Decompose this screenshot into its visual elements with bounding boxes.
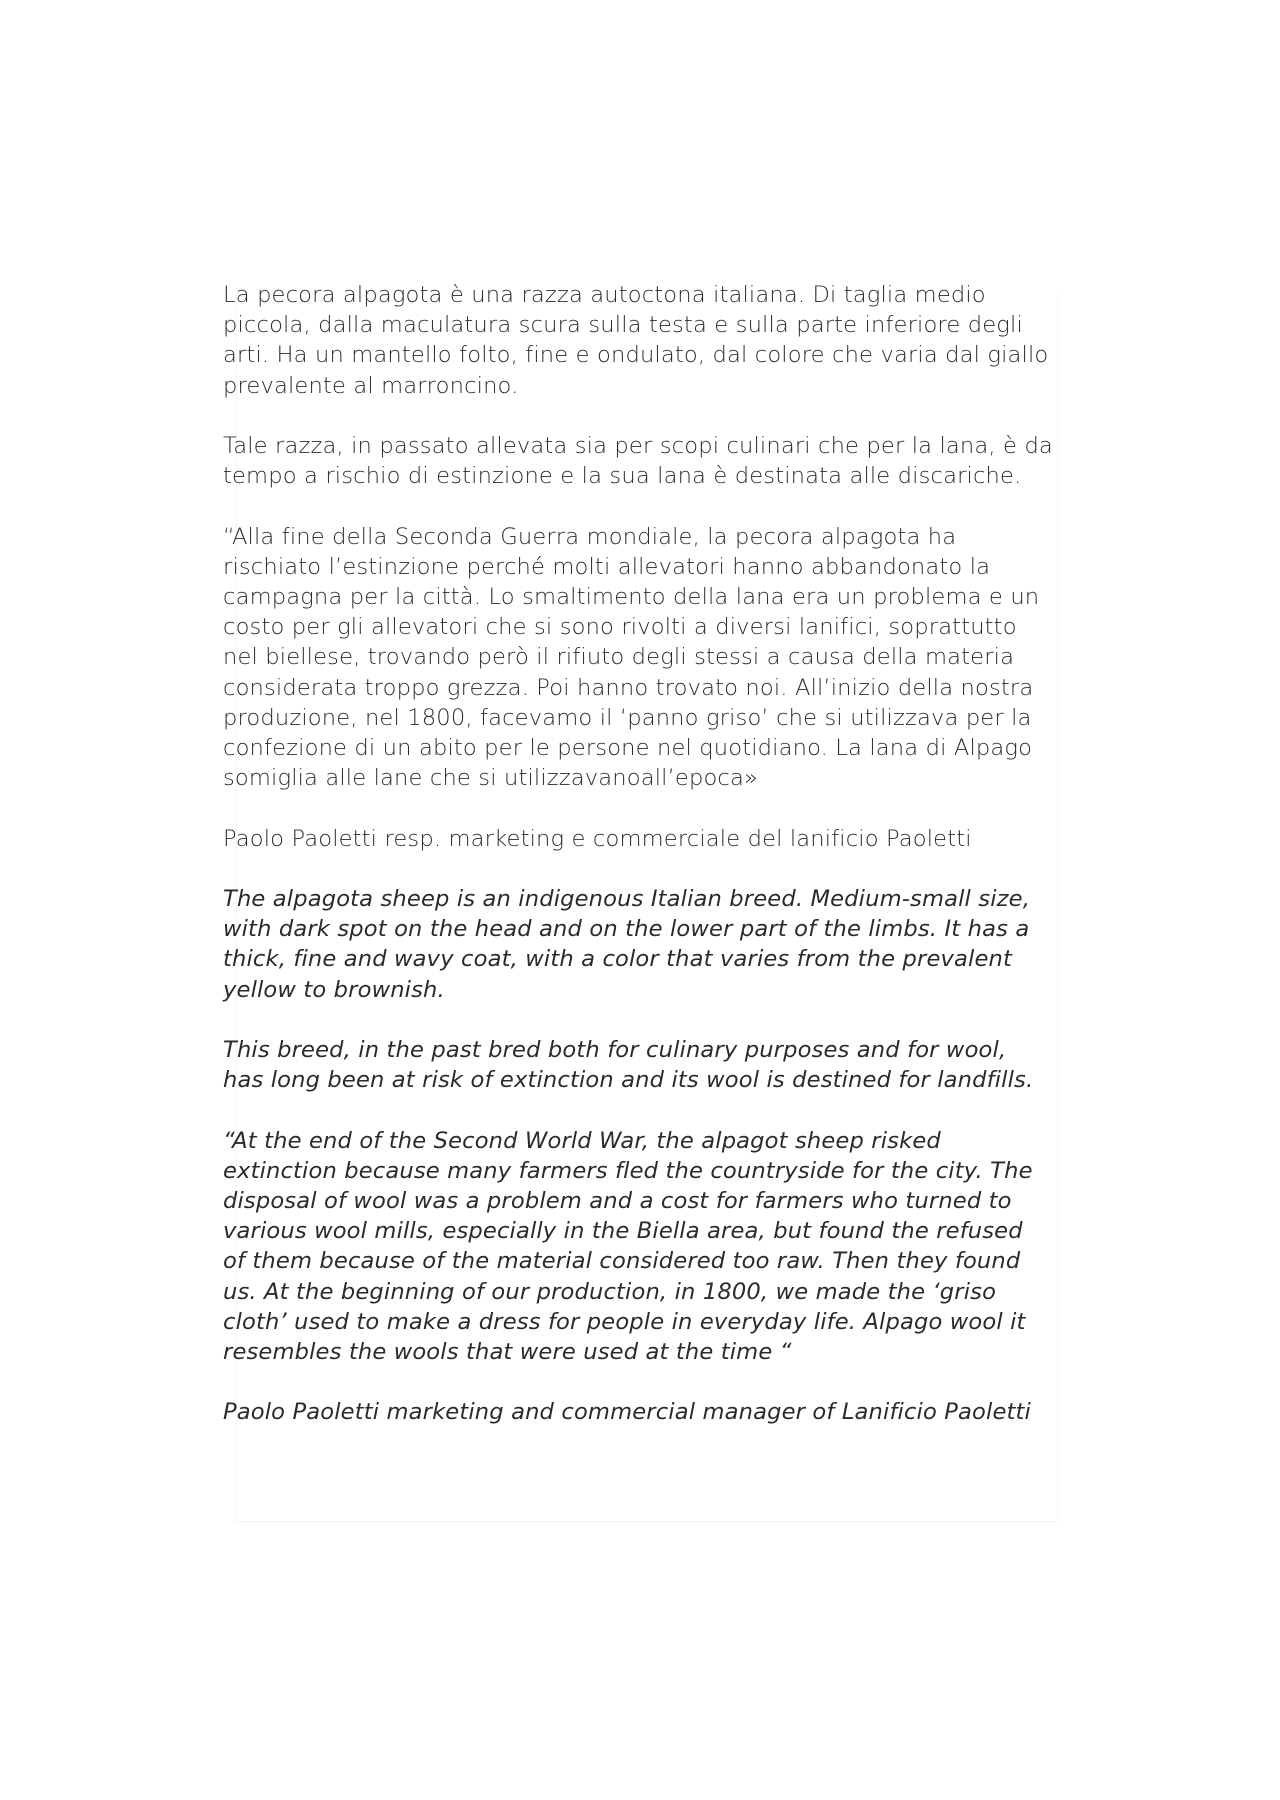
english-attribution: Paolo Paoletti marketing and commercial manager of Lanificio Paoletti xyxy=(223,1399,1031,1426)
document-body xyxy=(223,280,1083,1458)
italian-paragraph-extinction: Tale razza, in passato allevata sia per scopi culinari che per la lana, è da tempo a rischio di estinzione e la sua lana è destinata alle discariche. xyxy=(223,433,1053,490)
english-paragraph-extinction: This breed, in the past bred both for culinary purposes and for wool, has long been at risk of extinction and its wool is destined for landfills. xyxy=(223,1037,1034,1094)
italian-quote: “Alla fine della Seconda Guerra mondiale, la pecora alpagota ha rischiato l’estinzione perché molti allevatori hanno abbandonato la campagna per la città. Lo smaltimento della lana era un problema e un costo per gli allevatori che si sono rivolti a diversi lanifici, soprattutto nel biellese, trovando però il rifiuto degli stessi a causa della materia considerata troppo grezza. Poi hanno trovato noi. All’inizio della nostra produzione, nel 1800, facevamo il ‘panno griso’ che si utilizzava per la confezione di un abito per le persone nel quotidiano. La lana di Alpago somiglia alle lane che si utilizzavanoall’epoca» xyxy=(223,523,1040,792)
italian-attribution: Paolo Paoletti resp. marketing e commerciale del lanificio Paoletti xyxy=(223,825,972,852)
italian-paragraph-description: La pecora alpagota è una razza autoctona italiana. Di taglia medio piccola, dalla maculatura scura sulla testa e sulla parte inferiore degli arti. Ha un mantello folto, fine e ondulato, dal colore che varia dal giallo prevalente al marroncino. xyxy=(223,282,1049,399)
english-paragraph-description: The alpagota sheep is an indigenous Italian breed. Medium-small size, with dark spot on the head and on the lower part of the limbs. It has a thick, fine and wavy coat, with a color that varies from the prevalent yellow to brownish. xyxy=(223,886,1031,1003)
english-quote: “At the end of the Second World War, the alpagot sheep risked extinction because many farmers fled the countryside for the city. The disposal of wool was a problem and a cost for farmers who turned to various wool mills, especially in the Biella area, but found the refused of them because of the material considered too raw. Then they found us. At the beginning of our production, in 1800, we made the ‘griso cloth’ used to make a dress for people in everyday life. Alpago wool it resembles the wools that were used at the time “ xyxy=(223,1127,1033,1366)
